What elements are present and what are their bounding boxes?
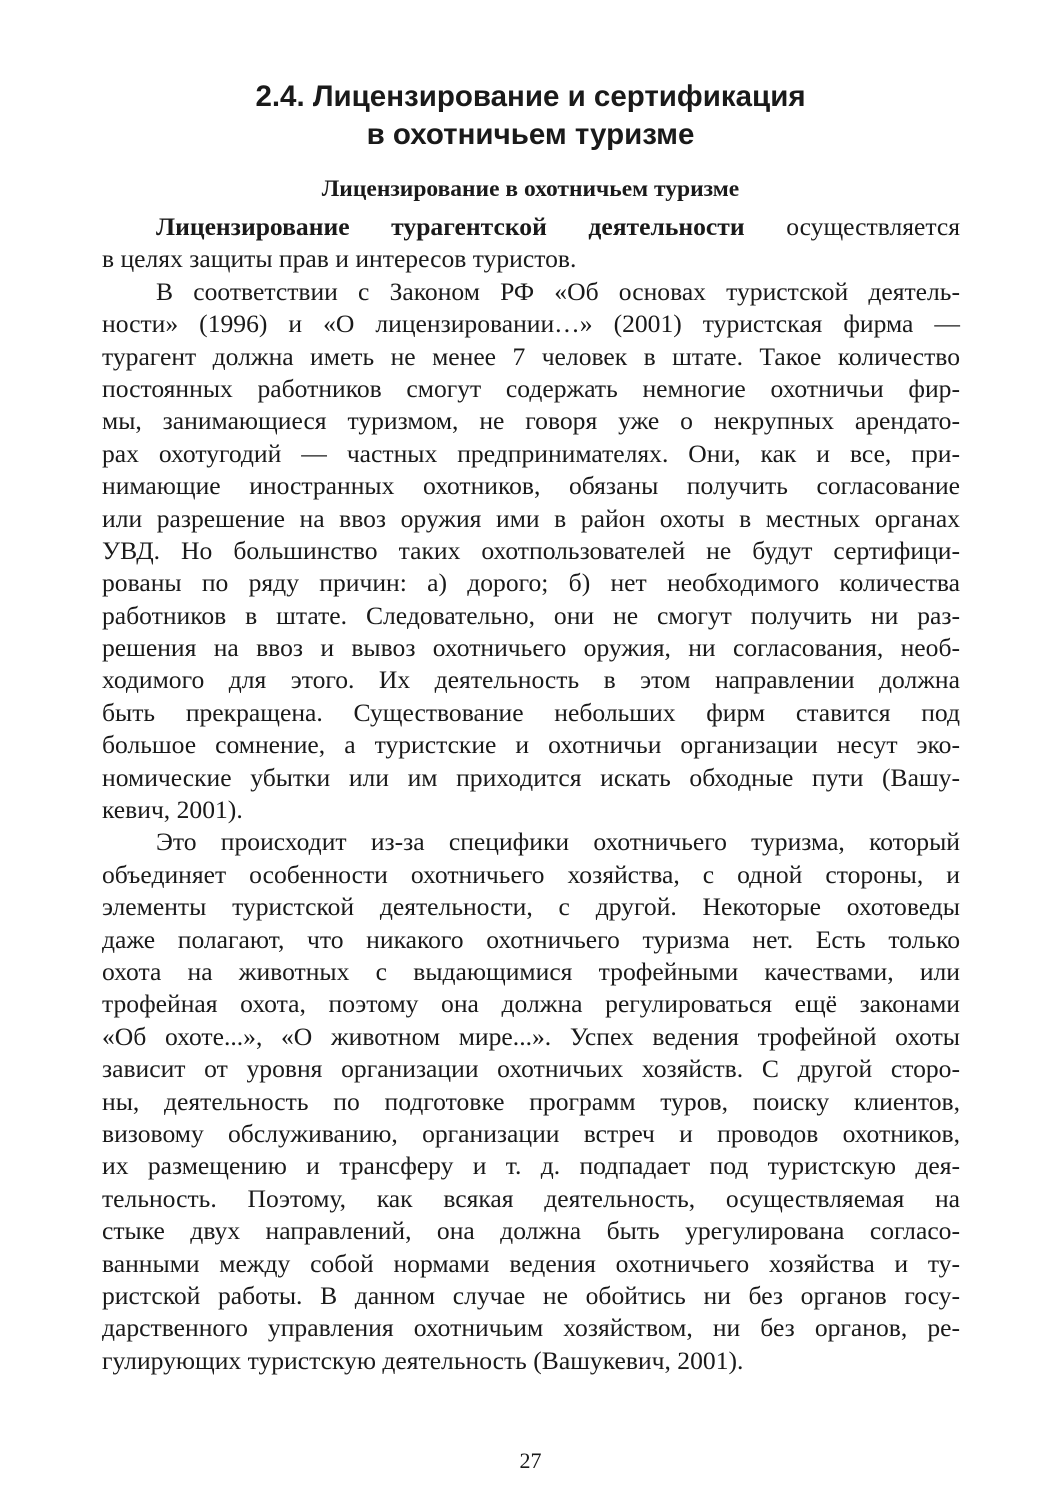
text-line [102,826,960,858]
text-line [102,535,960,567]
text-line [102,1345,960,1377]
line-text: решения на ввоз и вывоз охотничьего оружия, ни согласования, необ- [102,633,960,663]
line-text: трофейная охота, поэтому она должна регулироваться ещё законами [102,989,960,1019]
line-text: охота на животных с выдающимися трофейными качествами, или [102,956,960,986]
text-line [102,762,960,794]
text-line [102,470,960,502]
line-text: ны, деятельность по подготовке программ туров, поиску клиентов, [102,1086,960,1116]
text-line [102,405,960,437]
text-line [102,1183,960,1215]
text-line [102,988,960,1020]
line-text: их размещению и трансферу и т. д. подпадает под туристскую дея- [102,1151,960,1181]
text-line [102,1280,960,1312]
line-text: рованы по ряду причин: а) дорого; б) нет необходимого количества [102,568,960,598]
text-line [102,1118,960,1150]
text-line [102,632,960,664]
line-text: кевич, 2001). [102,795,243,825]
line-text: элементы туристской деятельности, с другой. Некоторые охотоведы [102,892,960,922]
text-line [102,1215,960,1247]
paragraph-1 [102,211,960,276]
line-text: дарственного управления охотничьим хозяйством, ни без органов, ре- [102,1313,960,1343]
text-line [102,924,960,956]
line-text: в целях защиты прав и интересов туристов. [102,244,577,274]
chapter-title [100,78,961,154]
text-line [102,567,960,599]
text-line [102,211,960,243]
line-text: рах охотугодий — частных предпринимателях. Они, как и все, при- [102,438,960,468]
text-line [102,794,960,826]
text-line [102,859,960,891]
page-number: 27 [519,1448,542,1473]
line-text: турагент должна иметь не менее 7 человек в штате. Такое количество [102,341,960,371]
line-text: «Об охоте...», «О животном мире...». Успех ведения трофейной охоты [102,1021,960,1051]
line-text: зависит от уровня организации охотничьих хозяйств. С другой сторо- [102,1054,960,1084]
text-line [102,276,960,308]
text-line [102,729,960,761]
text-line [102,664,960,696]
line-text: ходимого для этого. Их деятельность в этом направлении должна [102,665,960,695]
text-line [102,600,960,632]
bold-term: Лицензирование турагентской деятельности [156,212,745,241]
line-text: ристской работы. В данном случае не обойтись ни без органов госу- [102,1280,960,1310]
line-text: даже полагают, что никакого охотничьего туризма нет. Есть только [102,924,960,954]
text-line [102,1053,960,1085]
text-line [102,308,960,340]
line-text: В соответствии с Законом РФ «Об основах туристской деятель- [156,276,960,306]
text-line [102,1312,960,1344]
line-text: большое сомнение, а туристские и охотничьи организации несут эко- [102,730,960,760]
text-line [102,697,960,729]
text-line [102,373,960,405]
line-text: или разрешение на ввоз оружия ими в район охоты в местных органах [102,503,960,533]
line-text: ности» (1996) и «О лицензировании…» (2001) туристская фирма — [102,309,960,339]
text-line [102,1150,960,1182]
line-text: ванными между собой нормами ведения охотничьего хозяйства и ту- [102,1248,960,1278]
line-text: гулирующих туристскую деятельность (Вашукевич, 2001). [102,1345,744,1375]
chapter-title-line-1: 2.4. Лицензирование и сертификация [255,80,806,113]
line-text: тельность. Поэтому, как всякая деятельность, осуществляемая на [102,1183,960,1213]
text-line [102,1021,960,1053]
text-line [102,1248,960,1280]
text-line [102,438,960,470]
line-text: нимающие иностранных охотников, обязаны получить согласование [102,471,960,501]
text-line [102,956,960,988]
section-title: Лицензирование в охотничьем туризме [321,176,740,202]
text-line [102,503,960,535]
line-text: Это происходит из-за специфики охотничьего туризма, который [156,827,960,857]
line-text: объединяет особенности охотничьего хозяйства, с одной стороны, и [102,859,960,889]
paragraph-3 [102,826,960,1377]
line-text: стыке двух направлений, она должна быть урегулирована согласо- [102,1216,960,1246]
line-text: номические убытки или им приходится искать обходные пути (Вашу- [102,762,960,792]
text-line [102,1086,960,1118]
line-text: работников в штате. Следовательно, они не смогут получить ни раз- [102,600,960,630]
line-text: осуществляется [744,212,960,241]
line-text: УВД. Но большинство таких охотпользователей не будут сертифици- [102,535,960,565]
body-text [102,211,960,1377]
chapter-title-line-2: в охотничьем туризме [366,118,695,151]
line-text: постоянных работников смогут содержать немногие охотничьи фир- [102,373,960,403]
line-text: быть прекращена. Существование небольших фирм ставится под [102,697,960,727]
text-line [102,243,960,275]
text-line [102,891,960,923]
line-text: визовому обслуживанию, организации встреч и проводов охотников, [102,1118,960,1148]
line-text: мы, занимающиеся туризмом, не говоря уже о некрупных арендато- [102,406,960,436]
text-line [102,341,960,373]
paragraph-2 [102,276,960,827]
